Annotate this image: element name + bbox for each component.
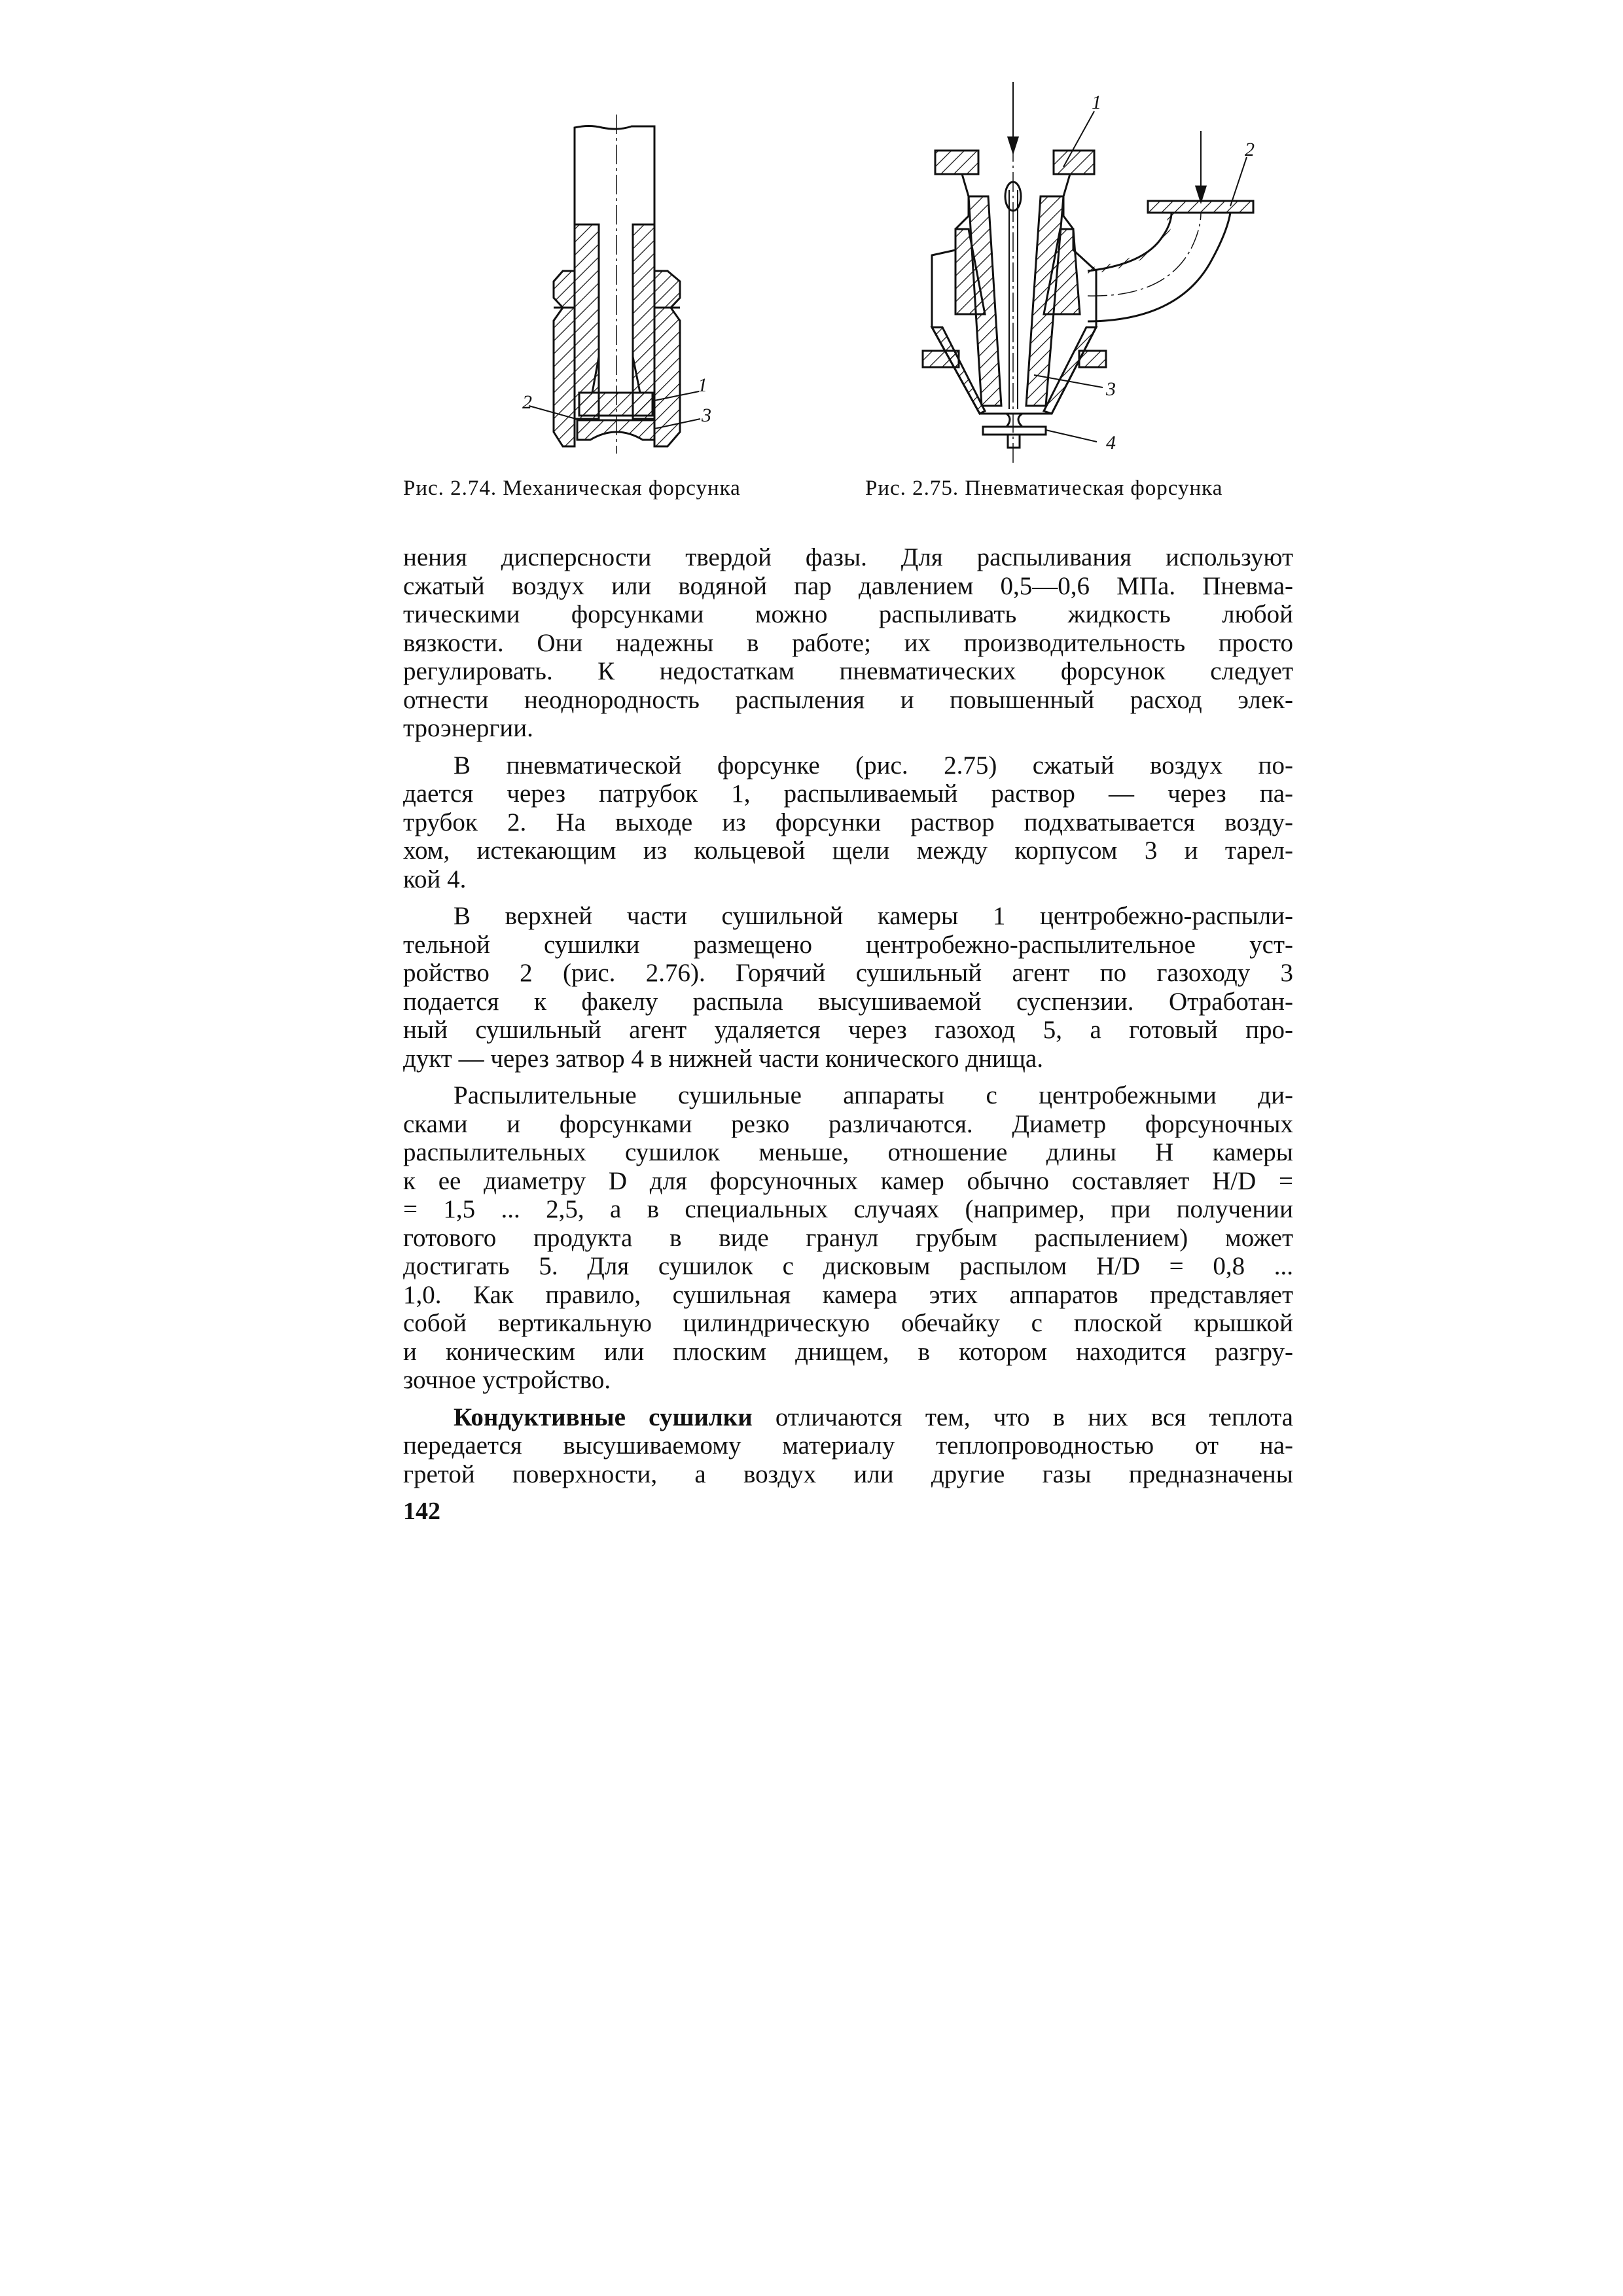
text-line [403, 1403, 1293, 1432]
line-text: = 1,5 ... 2,5, а в специальных случаях (например, при получении [403, 1195, 1293, 1223]
paragraph [403, 1403, 1293, 1489]
text-line [403, 902, 1293, 931]
line-text: к ее диаметру D для форсуночных камер обычно составляет H/D = [403, 1166, 1293, 1195]
text-line [403, 1138, 1293, 1167]
text-line [403, 543, 1293, 572]
figure-caption-2-75: Рис. 2.75. Пневматическая форсунка [865, 476, 1223, 500]
line-text: собой вертикальную цилиндрическую обечайку с плоской крышкой [403, 1309, 1293, 1337]
fig-2-75-label-1: 1 [1092, 92, 1101, 113]
line-text: дается через патрубок 1, распыливаемый раствор — через па- [403, 780, 1293, 808]
line-text: тельной сушилки размещено центробежно-распылительное уст- [403, 930, 1293, 959]
text-line [403, 751, 1293, 780]
line-text: нения дисперсности твердой фазы. Для распыливания используют [403, 543, 1293, 571]
text-line [403, 988, 1293, 1016]
line-text: подается к факелу распыла высушиваемой суспензии. Отработан- [403, 987, 1293, 1016]
text-line [403, 1252, 1293, 1281]
line-text: регулировать. К недостаткам пневматических форсунок следует [403, 657, 1293, 685]
paragraph [403, 751, 1293, 894]
text-line [403, 1195, 1293, 1224]
text-line [403, 1081, 1293, 1110]
text-line [403, 1338, 1293, 1367]
line-text: 1,0. Как правило, сушильная камера этих аппаратов представляет [403, 1280, 1293, 1309]
text-line [403, 959, 1293, 988]
fig-2-75-label-4: 4 [1106, 432, 1116, 454]
fig-2-74-label-2: 2 [522, 391, 532, 413]
pneumatic-nozzle-drawing [923, 82, 1253, 464]
line-text: В пневматической форсунке (рис. 2.75) сжатый воздух по- [454, 751, 1293, 780]
line-text: отличаются тем, что в них вся теплота [752, 1403, 1293, 1431]
fig-2-75-label-3: 3 [1106, 378, 1116, 400]
text-line [403, 1366, 1293, 1395]
text-line [403, 714, 1293, 743]
line-text: достигать 5. Для сушилок с дисковым распылом H/D = 0,8 ... [403, 1252, 1293, 1280]
line-text: Распылительные сушильные аппараты с центробежными ди- [454, 1081, 1293, 1109]
paragraph [403, 543, 1293, 743]
line-text: В верхней части сушильной камеры 1 центробежно-распыли- [454, 902, 1293, 930]
text-line [403, 1045, 1293, 1073]
text-line [403, 808, 1293, 837]
line-text: отнести неоднородность распыления и повышенный расход элек- [403, 685, 1293, 714]
text-line [403, 686, 1293, 715]
line-text: и коническим или плоским днищем, в котором находится разгру- [403, 1337, 1293, 1366]
page-number: 142 [403, 1498, 440, 1525]
text-line [403, 657, 1293, 686]
text-line [403, 1110, 1293, 1139]
text-line [403, 1431, 1293, 1460]
text-line [403, 572, 1293, 601]
paragraph [403, 1081, 1293, 1395]
fig-2-74-label-3: 3 [702, 404, 711, 426]
line-text: трубок 2. На выходе из форсунки раствор подхватывается возду- [403, 808, 1293, 836]
fig-2-74-label-1: 1 [698, 374, 707, 396]
line-text: готового продукта в виде гранул грубым распылением) может [403, 1223, 1293, 1252]
mechanical-nozzle-drawing [529, 115, 700, 454]
line-text: хом, истекающим из кольцевой щели между корпусом 3 и тарел- [403, 836, 1293, 865]
line-text: тическими форсунками можно распыливать жидкость любой [403, 600, 1293, 628]
line-text: ный сушильный агент удаляется через газоход 5, а готовый про- [403, 1016, 1293, 1044]
text-line [403, 780, 1293, 808]
text-line [403, 1224, 1293, 1253]
text-line [403, 1309, 1293, 1338]
line-text: кой 4. [403, 865, 467, 893]
body-text [403, 543, 1293, 1526]
line-text: гретой поверхности, а воздух или другие газы предназначены [403, 1460, 1293, 1488]
line-text: вязкости. Они надежны в работе; их производительность просто [403, 628, 1293, 657]
line-text: сжатый воздух или водяной пар давлением 0,5—0,6 МПа. Пневма- [403, 571, 1293, 600]
fig-2-75-label-2: 2 [1245, 139, 1255, 160]
text-line [403, 600, 1293, 629]
text-line [403, 1460, 1293, 1489]
text-line [403, 836, 1293, 865]
line-text: дукт — через затвор 4 в нижней части конического днища. [403, 1044, 1043, 1073]
text-line [403, 865, 1293, 894]
line-text: ройство 2 (рис. 2.76). Горячий сушильный агент по газоходу 3 [403, 959, 1293, 987]
line-text: троэнергии. [403, 714, 533, 742]
text-line [403, 931, 1293, 960]
text-line [403, 1167, 1293, 1196]
text-line [403, 1016, 1293, 1045]
paragraph [403, 902, 1293, 1073]
bold-term: Кондуктивные сушилки [454, 1403, 753, 1431]
text-line [403, 629, 1293, 658]
figure-caption-2-74: Рис. 2.74. Механическая форсунка [403, 476, 741, 500]
line-text: распылительных сушилок меньше, отношение длины H камеры [403, 1138, 1293, 1166]
line-text: зочное устройство. [403, 1366, 611, 1394]
line-text: сками и форсунками резко различаются. Диаметр форсуночных [403, 1109, 1293, 1138]
text-line [403, 1281, 1293, 1310]
figures-drawing [0, 0, 1623, 497]
line-text: передается высушиваемому материалу теплопроводностью от на- [403, 1431, 1293, 1460]
